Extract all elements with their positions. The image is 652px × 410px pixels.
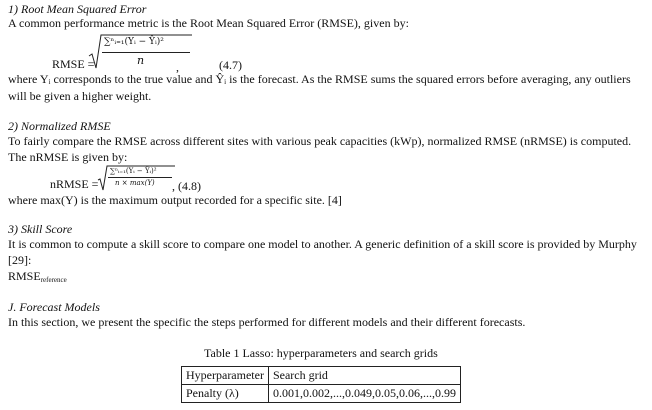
section-heading-forecast-models: J. Forecast Models (8, 300, 100, 314)
rmse-after-line1: where Yᵢ corresponds to the true value and Ŷᵢ is the forecast. As the RMSE sums the squared errors before averaging, any outliers (8, 72, 631, 86)
nrmse-denominator: n × max(Y) (115, 179, 155, 187)
section-heading-skill-score: 3) Skill Score (8, 222, 73, 236)
rmse-numerator: ∑ⁿᵢ₌₁(Yᵢ − Ŷᵢ)² (104, 37, 164, 47)
fraction-bar (102, 52, 190, 53)
table-header-cell: Search grid (268, 367, 460, 385)
rmse-denominator: n (137, 54, 145, 67)
rmse-comma: , (176, 60, 179, 74)
nrmse-lhs: nRMSE = (50, 177, 99, 191)
rmse-intro: A common performance metric is the Root Mean Squared Error (RMSE), given by: (8, 16, 409, 30)
nrmse-after: where max(Y) is the maximum output recorded for a specific site. [4] (8, 193, 342, 207)
table-cell: Penalty (λ) (182, 385, 269, 403)
section-heading-nrmse: 2) Normalized RMSE (8, 119, 111, 133)
equation-number-4-7: (4.7) (219, 58, 242, 72)
table-header-row (182, 367, 461, 385)
table-caption: Table 1 Lasso: hyperparameters and search grids (204, 346, 438, 360)
equation-number-4-8: , (4.8) (172, 179, 201, 193)
rmse-lhs: RMSE = (52, 57, 95, 71)
rmse-after-line2: will be given a higher weight. (8, 89, 152, 103)
nrmse-line2: The nRMSE is given by: (8, 150, 128, 164)
skill-line2: [29]: (8, 253, 32, 267)
nrmse-line1: To fairly compare the RMSE across different sites with various peak capacities (kWp), normalized RMSE (nRMSE) is computed. (8, 134, 632, 148)
rmse-subscript: reference (40, 276, 67, 284)
rmse-label: RMSE (8, 269, 41, 283)
rmse-reference (8, 269, 67, 284)
fraction-bar (108, 177, 172, 178)
section-heading-rmse: 1) Root Mean Squared Error (8, 2, 147, 16)
table-row (182, 385, 461, 403)
table-header-cell: Hyperparameter (182, 367, 269, 385)
forecast-line1: In this section, we present the specific the steps performed for different models and their different forecasts. (8, 315, 526, 329)
table-cell: 0.001,0.002,...,0.049,0.05,0.06,...,0.99 (268, 385, 460, 403)
nrmse-numerator: ∑ⁿᵢ₌₁(Yᵢ − Ŷᵢ)² (110, 167, 157, 175)
skill-line1: It is common to compute a skill score to compare one model to another. A generic definition of a skill score is provided by Murphy (8, 237, 637, 251)
lasso-hyperparameter-table (181, 366, 461, 403)
